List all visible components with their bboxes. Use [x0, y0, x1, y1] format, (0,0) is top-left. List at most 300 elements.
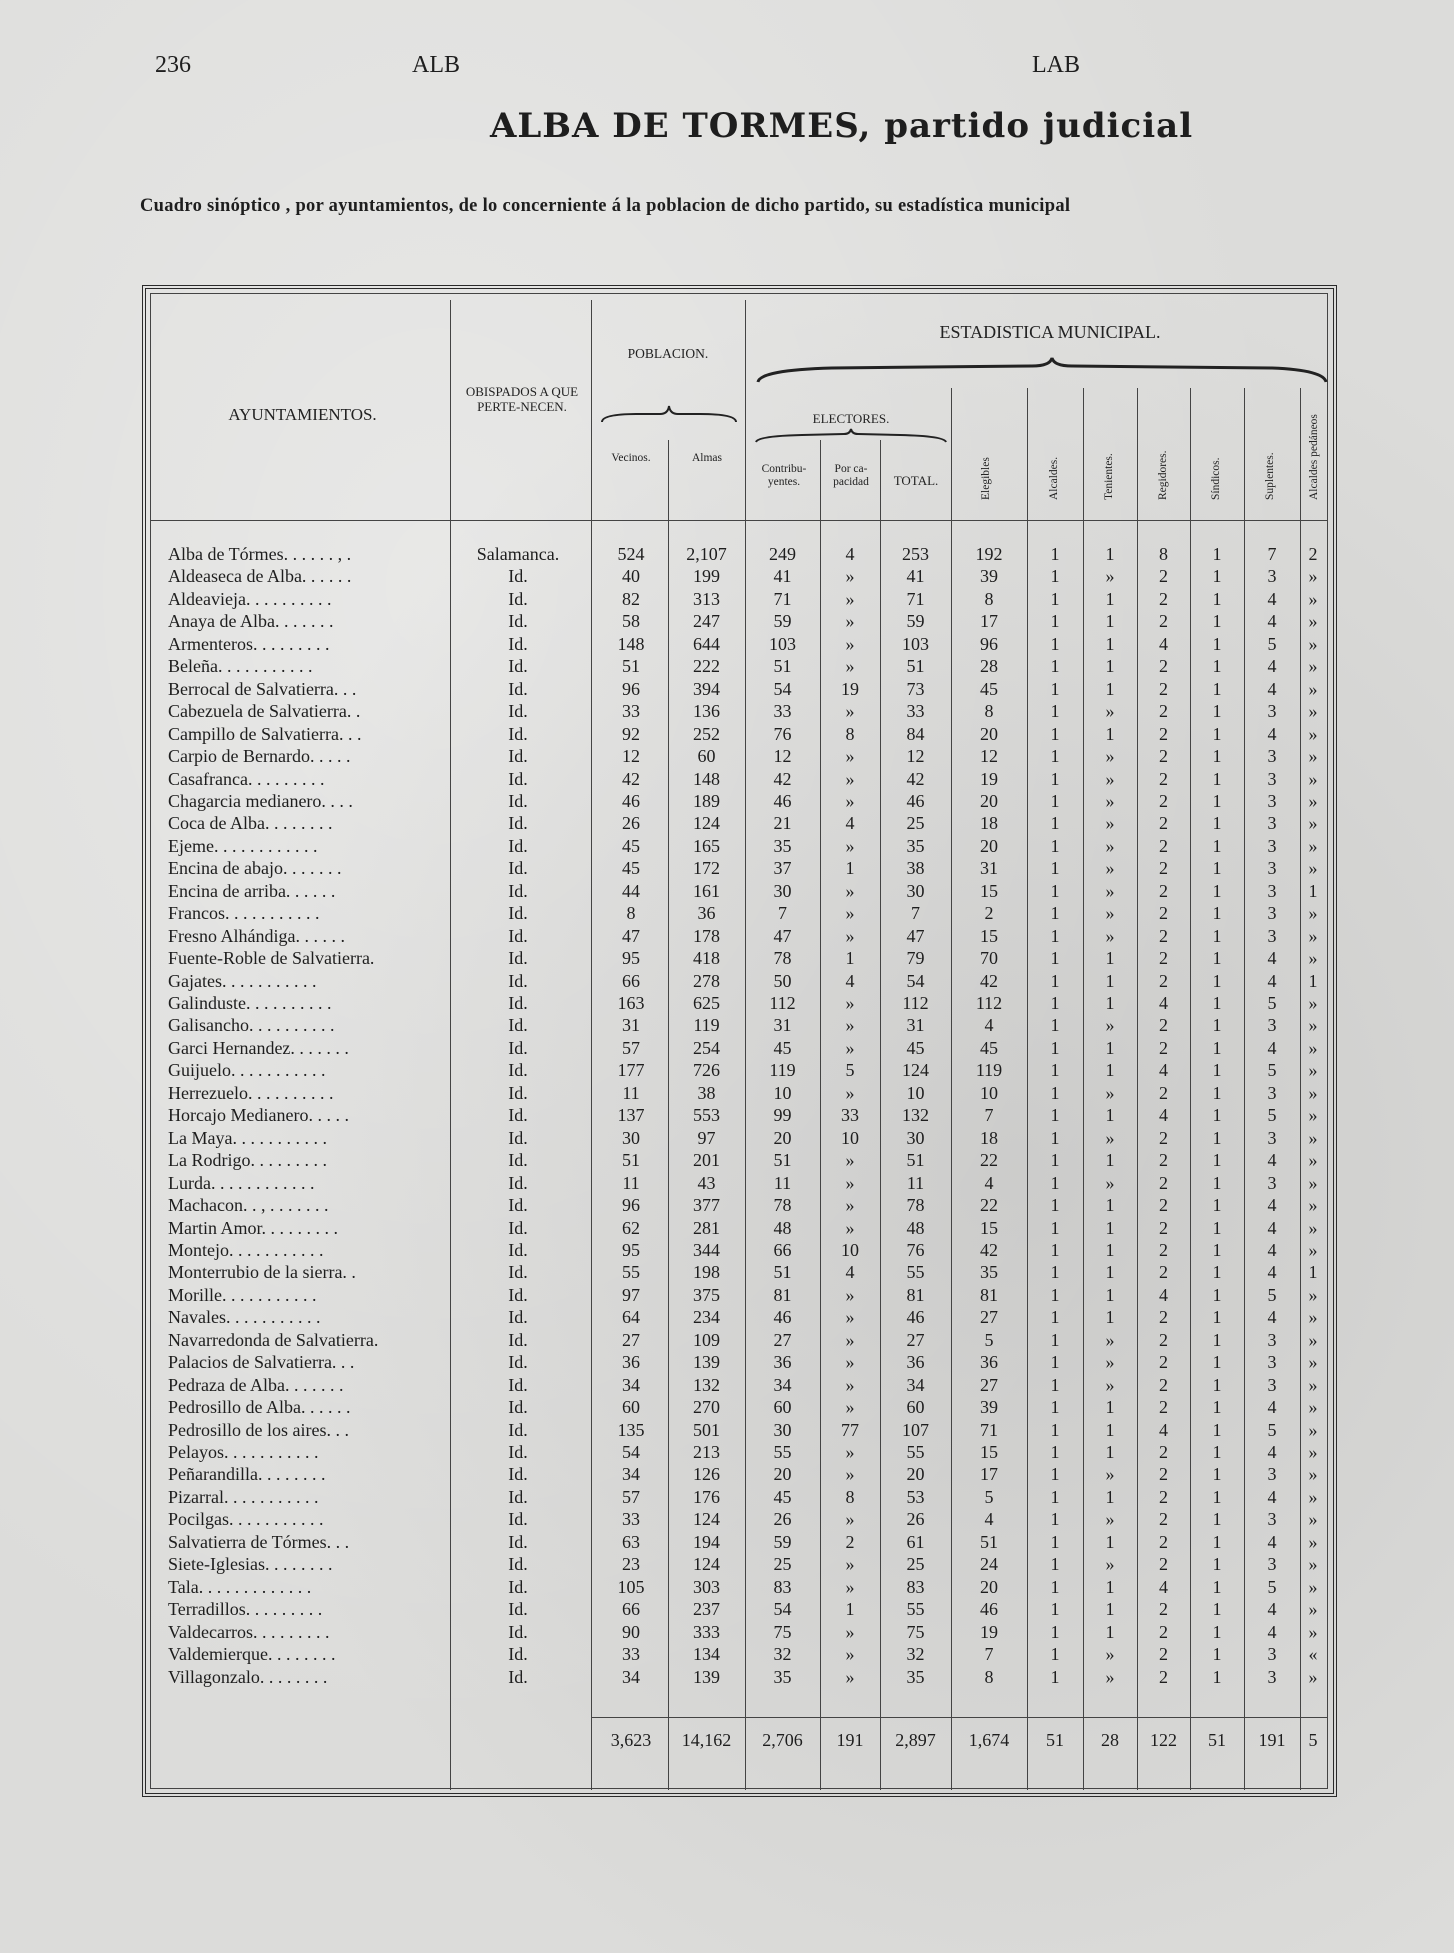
cell-regidores: 2 — [1159, 1599, 1168, 1620]
cell-suplentes: 4 — [1267, 1150, 1277, 1171]
cell-pedaneos: » — [1308, 1531, 1318, 1552]
cell-ayuntamiento: Pizarral. . . . . . . . . . . — [168, 1486, 319, 1507]
cell-vecinos: 34 — [622, 1666, 640, 1687]
cell-suplentes: 3 — [1267, 1082, 1277, 1103]
cell-vecinos: 163 — [617, 993, 645, 1013]
table-row — [0, 1599, 1454, 1621]
cell-contribuyentes: 59 — [773, 611, 792, 632]
cell-pedaneos: » — [1308, 993, 1318, 1013]
cell-capacidad: 4 — [845, 813, 855, 834]
cell-elegibles: 5 — [984, 1486, 994, 1507]
cell-ayuntamiento: Chagarcia medianero. . . . — [168, 790, 353, 811]
cell-contribuyentes: 59 — [773, 1531, 792, 1552]
cell-suplentes: 4 — [1267, 1307, 1277, 1328]
cell-pedaneos: » — [1308, 611, 1318, 632]
cell-tenientes: 1 — [1105, 970, 1115, 991]
cell-pedaneos: » — [1308, 1195, 1318, 1216]
cell-regidores: 2 — [1159, 880, 1168, 901]
cell-vecinos: 23 — [622, 1554, 640, 1575]
cell-vecinos: 60 — [622, 1397, 640, 1418]
cell-suplentes: 4 — [1267, 656, 1277, 677]
cell-sindicos: 1 — [1212, 633, 1222, 654]
cell-contribuyentes: 21 — [773, 813, 792, 834]
cell-vecinos: 31 — [622, 1015, 640, 1036]
cell-elegibles: 20 — [980, 1576, 998, 1597]
cell-obispado: Id. — [508, 611, 528, 632]
cell-vecinos: 524 — [617, 544, 645, 564]
running-head-left: ALB — [412, 52, 460, 78]
cell-total: 103 — [902, 633, 929, 654]
running-head-right: LAB — [1032, 52, 1080, 78]
cell-total: 60 — [906, 1397, 925, 1418]
cell-almas: 198 — [693, 1262, 720, 1283]
cell-total: 10 — [906, 1082, 925, 1103]
cell-pedaneos: « — [1308, 1644, 1318, 1665]
cell-total: 55 — [906, 1262, 925, 1283]
cell-contribuyentes: 35 — [773, 1666, 792, 1687]
cell-suplentes: 4 — [1267, 1621, 1277, 1642]
cell-pedaneos: » — [1308, 1374, 1318, 1395]
cell-obispado: Id. — [508, 1419, 528, 1440]
cell-vecinos: 105 — [617, 1576, 645, 1597]
cell-elegibles: 2 — [984, 903, 994, 924]
cell-pedaneos: » — [1308, 835, 1318, 856]
cell-almas: 726 — [693, 1060, 720, 1081]
cell-contribuyentes: 30 — [773, 1419, 792, 1440]
cell-almas: 375 — [693, 1284, 720, 1305]
cell-tenientes: 1 — [1105, 993, 1115, 1013]
cell-almas: 553 — [693, 1105, 720, 1126]
cell-suplentes: 4 — [1267, 1442, 1277, 1462]
cell-total: 78 — [906, 1195, 925, 1216]
cell-contribuyentes: 26 — [773, 1509, 792, 1530]
cell-ayuntamiento: Navarredonda de Salvatierra. — [168, 1329, 379, 1350]
cell-capacidad: 4 — [845, 970, 855, 991]
cell-regidores: 4 — [1159, 993, 1168, 1013]
cell-tenientes: 1 — [1105, 1195, 1115, 1216]
cell-contribuyentes: 249 — [769, 544, 796, 564]
cell-contribuyentes: 78 — [773, 1195, 792, 1216]
cell-suplentes: 4 — [1267, 678, 1277, 699]
cell-almas: 60 — [697, 746, 716, 767]
cell-vecinos: 33 — [622, 701, 640, 722]
cell-contribuyentes: 27 — [773, 1329, 792, 1350]
cell-sindicos: 1 — [1212, 1509, 1222, 1530]
cell-vecinos: 148 — [617, 633, 645, 654]
cell-regidores: 2 — [1159, 701, 1168, 722]
cell-contribuyentes: 41 — [773, 566, 792, 587]
cell-alcaldes: 1 — [1050, 1486, 1060, 1507]
cell-almas: 344 — [693, 1239, 720, 1260]
cell-obispado: Id. — [508, 925, 528, 946]
cell-elegibles: 45 — [980, 1037, 998, 1058]
cell-almas: 36 — [697, 903, 716, 924]
cell-sindicos: 1 — [1212, 1262, 1222, 1283]
cell-total: 30 — [906, 880, 925, 901]
cell-tenientes: » — [1105, 790, 1115, 811]
cell-regidores: 2 — [1159, 970, 1168, 991]
cell-ayuntamiento: Valdemierque. . . . . . . . — [168, 1644, 336, 1665]
cell-ayuntamiento: Palacios de Salvatierra. . . — [168, 1352, 355, 1373]
cell-pedaneos: » — [1308, 1576, 1318, 1597]
header-ayuntamientos: AYUNTAMIENTOS. — [228, 405, 377, 424]
cell-obispado: Id. — [508, 1509, 528, 1530]
cell-total: 32 — [906, 1644, 925, 1665]
cell-capacidad: » — [845, 880, 855, 901]
cell-total: 83 — [906, 1576, 925, 1597]
cell-alcaldes: 1 — [1050, 970, 1060, 991]
cell-total: 33 — [906, 701, 925, 722]
cell-ayuntamiento: Alba de Tórmes. . . . . . , . — [168, 544, 352, 564]
cell-suplentes: 5 — [1267, 633, 1277, 654]
cell-total: 34 — [906, 1374, 925, 1395]
cell-elegibles: 28 — [980, 656, 998, 677]
cell-regidores: 2 — [1159, 1666, 1168, 1687]
cell-obispado: Id. — [508, 1576, 528, 1597]
table-row — [0, 544, 1454, 566]
cell-regidores: 2 — [1159, 588, 1168, 609]
cell-obispado: Id. — [508, 1082, 528, 1103]
cell-obispado: Id. — [508, 588, 528, 609]
cell-pedaneos: » — [1308, 768, 1318, 789]
cell-total: 54 — [906, 970, 925, 991]
cell-regidores: 2 — [1159, 566, 1168, 587]
cell-almas: 109 — [693, 1329, 720, 1350]
cell-tenientes: 1 — [1105, 948, 1115, 969]
cell-regidores: 2 — [1159, 1531, 1168, 1552]
cell-obispado: Id. — [508, 1666, 528, 1687]
cell-elegibles: 81 — [980, 1284, 998, 1305]
cell-capacidad: » — [845, 566, 855, 587]
cell-capacidad: » — [845, 656, 855, 677]
cell-ayuntamiento: Horcajo Medianero. . . . . — [168, 1105, 349, 1126]
cell-vecinos: 96 — [622, 678, 640, 699]
cell-suplentes: 5 — [1267, 1060, 1277, 1081]
cell-regidores: 2 — [1159, 1195, 1168, 1216]
cell-ayuntamiento: Aldeaseca de Alba. . . . . . — [168, 566, 352, 587]
cell-alcaldes: 1 — [1050, 588, 1060, 609]
cell-alcaldes: 1 — [1050, 656, 1060, 677]
cell-alcaldes: 1 — [1050, 1621, 1060, 1642]
table-row — [0, 701, 1454, 723]
cell-contribuyentes: 75 — [773, 1621, 792, 1642]
cell-contribuyentes: 83 — [773, 1576, 792, 1597]
cell-tenientes: 1 — [1105, 1262, 1115, 1283]
cell-sindicos: 1 — [1212, 790, 1222, 811]
cell-sindicos: 1 — [1212, 1464, 1222, 1485]
cell-elegibles: 39 — [980, 1397, 998, 1418]
cell-total: 71 — [906, 588, 925, 609]
total-suplentes: 191 — [1258, 1730, 1286, 1750]
cell-elegibles: 18 — [980, 1127, 998, 1148]
header-obispados: OBISPADOS A QUE PERTE-NECEN. — [465, 384, 579, 414]
cell-elegibles: 22 — [980, 1195, 998, 1216]
cell-regidores: 8 — [1159, 544, 1168, 564]
cell-pedaneos: » — [1308, 701, 1318, 722]
cell-regidores: 2 — [1159, 790, 1168, 811]
cell-sindicos: 1 — [1212, 656, 1222, 677]
cell-alcaldes: 1 — [1050, 1262, 1060, 1283]
cell-almas: 281 — [693, 1217, 720, 1238]
cell-total: 47 — [906, 925, 925, 946]
header-sindicos: Síndicos. — [1210, 457, 1222, 500]
cell-vecinos: 27 — [622, 1329, 640, 1350]
cell-regidores: 2 — [1159, 813, 1168, 834]
cell-pedaneos: 1 — [1308, 880, 1318, 901]
cell-contribuyentes: 42 — [773, 768, 792, 789]
cell-vecinos: 66 — [622, 970, 640, 991]
cell-elegibles: 15 — [980, 880, 998, 901]
cell-sindicos: 1 — [1212, 1374, 1222, 1395]
cell-tenientes: 1 — [1105, 678, 1115, 699]
cell-obispado: Id. — [508, 1172, 528, 1193]
cell-capacidad: » — [845, 1509, 855, 1530]
table-row — [0, 1105, 1454, 1127]
cell-vecinos: 45 — [622, 858, 640, 879]
cell-obispado: Id. — [508, 993, 528, 1013]
cell-elegibles: 8 — [984, 588, 994, 609]
cell-obispado: Id. — [508, 1531, 528, 1552]
cell-suplentes: 3 — [1267, 1464, 1277, 1485]
cell-tenientes: 1 — [1105, 1531, 1115, 1552]
cell-alcaldes: 1 — [1050, 1150, 1060, 1171]
table-row — [0, 836, 1454, 858]
cell-almas: 501 — [693, 1419, 720, 1440]
cell-elegibles: 42 — [980, 1239, 998, 1260]
cell-capacidad: » — [845, 1576, 855, 1597]
cell-ayuntamiento: Carpio de Bernardo. . . . . — [168, 746, 351, 767]
cell-regidores: 2 — [1159, 1621, 1168, 1642]
cell-pedaneos: » — [1308, 1284, 1318, 1305]
cell-alcaldes: 1 — [1050, 880, 1060, 901]
cell-obispado: Id. — [508, 1060, 528, 1081]
cell-regidores: 2 — [1159, 1082, 1168, 1103]
table-row — [0, 1060, 1454, 1082]
cell-obispado: Id. — [508, 1442, 528, 1462]
cell-elegibles: 7 — [984, 1105, 994, 1126]
table-row — [0, 1397, 1454, 1419]
cell-vecinos: 44 — [622, 880, 640, 901]
cell-ayuntamiento: Pedraza de Alba. . . . . . . — [168, 1374, 344, 1395]
cell-tenientes: » — [1105, 835, 1115, 856]
cell-regidores: 2 — [1159, 746, 1168, 767]
cell-suplentes: 3 — [1267, 925, 1277, 946]
cell-obispado: Id. — [508, 1554, 528, 1575]
cell-sindicos: 1 — [1212, 880, 1222, 901]
cell-almas: 165 — [693, 835, 720, 856]
cell-pedaneos: » — [1308, 1486, 1318, 1507]
cell-sindicos: 1 — [1212, 1082, 1222, 1103]
cell-almas: 148 — [693, 768, 720, 789]
cell-sindicos: 1 — [1212, 813, 1222, 834]
cell-capacidad: 5 — [845, 1060, 855, 1081]
cell-alcaldes: 1 — [1050, 1644, 1060, 1665]
cell-vecinos: 36 — [622, 1352, 640, 1373]
cell-pedaneos: » — [1308, 1419, 1318, 1440]
cell-alcaldes: 1 — [1050, 1329, 1060, 1350]
cell-sindicos: 1 — [1212, 1599, 1222, 1620]
cell-tenientes: 1 — [1105, 1037, 1115, 1058]
cell-obispado: Id. — [508, 701, 528, 722]
cell-alcaldes: 1 — [1050, 790, 1060, 811]
cell-suplentes: 3 — [1267, 1666, 1277, 1687]
cell-tenientes: » — [1105, 1352, 1115, 1373]
cell-elegibles: 18 — [980, 813, 998, 834]
cell-capacidad: » — [845, 1374, 855, 1395]
cell-sindicos: 1 — [1212, 746, 1222, 767]
cell-obispado: Id. — [508, 1195, 528, 1216]
cell-alcaldes: 1 — [1050, 1419, 1060, 1440]
cell-contribuyentes: 47 — [773, 925, 792, 946]
table-row — [0, 1509, 1454, 1531]
cell-capacidad: 4 — [845, 544, 855, 564]
cell-suplentes: 4 — [1267, 1599, 1277, 1620]
cell-regidores: 2 — [1159, 925, 1168, 946]
cell-contribuyentes: 37 — [773, 858, 792, 879]
cell-sindicos: 1 — [1212, 1105, 1222, 1126]
cell-alcaldes: 1 — [1050, 678, 1060, 699]
cell-regidores: 2 — [1159, 1150, 1168, 1171]
table-row — [0, 1420, 1454, 1442]
cell-sindicos: 1 — [1212, 970, 1222, 991]
total-regidores: 122 — [1150, 1730, 1177, 1750]
cell-almas: 199 — [693, 566, 720, 587]
cell-tenientes: 1 — [1105, 633, 1115, 654]
cell-almas: 38 — [697, 1082, 716, 1103]
cell-total: 11 — [906, 1172, 925, 1193]
cell-suplentes: 3 — [1267, 701, 1277, 722]
table-row — [0, 1038, 1454, 1060]
cell-sindicos: 1 — [1212, 1172, 1222, 1193]
cell-contribuyentes: 54 — [773, 678, 792, 699]
cell-almas: 237 — [693, 1599, 720, 1620]
cell-sindicos: 1 — [1212, 1217, 1222, 1238]
cell-alcaldes: 1 — [1050, 903, 1060, 924]
cell-vecinos: 51 — [622, 656, 640, 677]
cell-pedaneos: » — [1308, 1307, 1318, 1328]
cell-regidores: 2 — [1159, 1217, 1168, 1238]
header-contribuyentes: Contribu-yentes. — [761, 463, 807, 489]
cell-obispado: Id. — [508, 1239, 528, 1260]
cell-obispado: Id. — [508, 678, 528, 699]
header-poblacion: POBLACION. — [627, 346, 709, 361]
table-row — [0, 634, 1454, 656]
cell-regidores: 4 — [1159, 1060, 1168, 1081]
cell-alcaldes: 1 — [1050, 1239, 1060, 1260]
cell-alcaldes: 1 — [1050, 1599, 1060, 1620]
cell-elegibles: 20 — [980, 790, 998, 811]
cell-regidores: 2 — [1159, 1374, 1168, 1395]
cell-vecinos: 33 — [622, 1509, 640, 1530]
cell-tenientes: » — [1105, 1374, 1115, 1395]
cell-pedaneos: » — [1308, 1217, 1318, 1238]
cell-capacidad: » — [845, 1015, 855, 1036]
cell-regidores: 2 — [1159, 1464, 1168, 1485]
cell-elegibles: 12 — [980, 746, 998, 767]
cell-sindicos: 1 — [1212, 1486, 1222, 1507]
cell-alcaldes: 1 — [1050, 1127, 1060, 1148]
cell-ayuntamiento: La Rodrigo. . . . . . . . . — [168, 1150, 327, 1171]
cell-almas: 278 — [693, 970, 720, 991]
cell-vecinos: 34 — [622, 1374, 640, 1395]
cell-tenientes: 1 — [1105, 1419, 1115, 1440]
cell-obispado: Id. — [508, 948, 528, 969]
cell-sindicos: 1 — [1212, 1239, 1222, 1260]
cell-alcaldes: 1 — [1050, 993, 1060, 1013]
cell-obispado: Id. — [508, 566, 528, 587]
cell-suplentes: 4 — [1267, 588, 1277, 609]
cell-ayuntamiento: Siete-Iglesias. . . . . . . . — [168, 1554, 333, 1575]
cell-ayuntamiento: Tala. . . . . . . . . . . . . — [168, 1576, 312, 1597]
cell-regidores: 4 — [1159, 1419, 1168, 1440]
cell-almas: 194 — [693, 1531, 720, 1552]
cell-almas: 394 — [693, 678, 720, 699]
cell-pedaneos: » — [1308, 925, 1318, 946]
total-elegibles: 1,674 — [968, 1730, 1010, 1750]
cell-capacidad: 10 — [841, 1239, 859, 1260]
cell-tenientes: 1 — [1105, 1060, 1115, 1081]
cell-total: 42 — [906, 768, 925, 789]
cell-elegibles: 112 — [975, 993, 1003, 1013]
cell-total: 12 — [906, 746, 925, 767]
cell-suplentes: 7 — [1267, 544, 1277, 564]
cell-suplentes: 3 — [1267, 790, 1277, 811]
cell-elegibles: 31 — [980, 858, 998, 879]
cell-regidores: 2 — [1159, 1262, 1168, 1283]
cell-capacidad: » — [845, 1217, 855, 1238]
cell-pedaneos: » — [1308, 1666, 1318, 1687]
cell-vecinos: 12 — [622, 746, 640, 767]
cell-regidores: 4 — [1159, 1576, 1168, 1597]
cell-contribuyentes: 20 — [773, 1464, 792, 1485]
cell-capacidad: » — [845, 903, 855, 924]
table-row — [0, 1307, 1454, 1329]
header-electores: ELECTORES. — [812, 411, 890, 426]
table-row — [0, 1128, 1454, 1150]
cell-elegibles: 119 — [975, 1060, 1003, 1081]
cell-capacidad: » — [845, 1464, 855, 1485]
total-almas: 14,162 — [681, 1730, 732, 1750]
cell-sindicos: 1 — [1212, 611, 1222, 632]
page-title: ALBA DE TORMES, partido judicial — [490, 106, 1194, 146]
cell-tenientes: 1 — [1105, 1486, 1115, 1507]
cell-tenientes: 1 — [1105, 1239, 1115, 1260]
cell-ayuntamiento: Peñarandilla. . . . . . . . — [168, 1464, 326, 1485]
cell-suplentes: 3 — [1267, 1015, 1277, 1036]
cell-ayuntamiento: Monterrubio de la sierra. . — [168, 1262, 356, 1283]
cell-almas: 139 — [693, 1352, 720, 1373]
cell-alcaldes: 1 — [1050, 746, 1060, 767]
cell-almas: 254 — [693, 1037, 720, 1058]
cell-ayuntamiento: Casafranca. . . . . . . . . — [168, 768, 325, 789]
cell-obispado: Id. — [508, 633, 528, 654]
cell-suplentes: 3 — [1267, 858, 1277, 879]
cell-almas: 313 — [693, 588, 720, 609]
cell-obispado: Id. — [508, 1284, 528, 1305]
cell-alcaldes: 1 — [1050, 925, 1060, 946]
cell-alcaldes: 1 — [1050, 1531, 1060, 1552]
cell-elegibles: 35 — [980, 1262, 998, 1283]
cell-pedaneos: » — [1308, 903, 1318, 924]
cell-ayuntamiento: Pedrosillo de los aires. . . — [168, 1419, 349, 1440]
table-row — [0, 1330, 1454, 1352]
table-row — [0, 1083, 1454, 1105]
cell-sindicos: 1 — [1212, 1037, 1222, 1058]
cell-total: 38 — [906, 858, 925, 879]
cell-contribuyentes: 112 — [769, 993, 796, 1013]
cell-suplentes: 3 — [1267, 1172, 1277, 1193]
total-alcaldes: 51 — [1046, 1730, 1064, 1750]
